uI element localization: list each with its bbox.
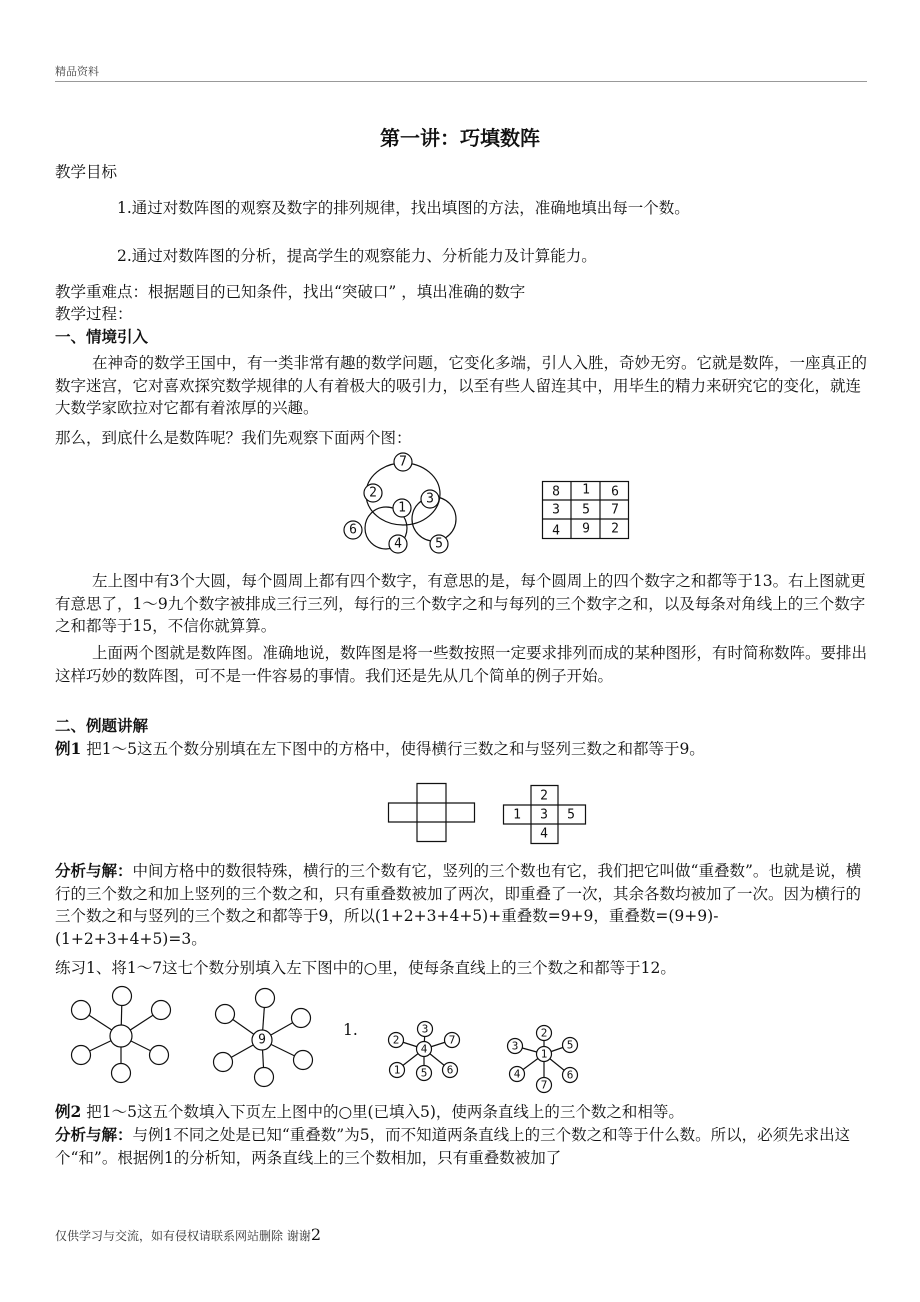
star-node	[294, 1051, 313, 1070]
node-label-4: 4	[394, 536, 402, 552]
answer-node-downright: 6	[446, 1063, 454, 1077]
grid-cell: 3	[552, 502, 560, 518]
star-node	[292, 1009, 311, 1028]
star-node	[150, 1046, 169, 1065]
star-node	[256, 989, 275, 1008]
process-label: 教学过程：	[55, 305, 133, 323]
answer-node-downleft: 1	[393, 1063, 401, 1077]
answer-node-downright: 6	[566, 1068, 574, 1082]
analysis1-text: 中间方格中的数很特殊，横行的三个数有它，竖列的三个数也有它，我们把它叫做“重叠数”。也就是说，横行的三个数之和加上竖列的三个数之和，只有重叠数被加了两次，即重叠了一次，其余各数均被加了一次。因为横行的三个数之和与竖列的三个数之和都等于9，所以(1+2+3+4+5)+重叠数=9+9，重叠数=(9+9)-(1+2+3+4+5)=3。	[55, 862, 862, 948]
grid-cell: 2	[611, 521, 619, 537]
grid-cell: 6	[611, 484, 619, 500]
question-text: 那么，到底什么是数阵呢？我们先观察下面两个图：	[55, 429, 412, 447]
example1-line	[55, 739, 705, 759]
example1-label: 例1	[55, 739, 82, 758]
example1-text: 把1～5这五个数分别填在左下图中的方格中，使得横行三数之和与竖列三数之和都等于9。	[81, 740, 705, 758]
answer-node-upleft: 2	[392, 1033, 400, 1047]
grid-cell: 1	[582, 482, 590, 498]
answer-node-top: 2	[540, 1026, 548, 1040]
explanation-paragraph-2	[55, 642, 867, 687]
answer-node-bottom: 7	[540, 1078, 548, 1092]
page-number: 2	[310, 1225, 322, 1244]
section2-heading: 二、例题讲解	[55, 716, 149, 735]
practice1-text: 练习1、将1～7这七个数分别填入左下图中的○里，使每条直线上的三个数之和都等于12。	[55, 959, 676, 977]
section1-heading: 一、情境引入	[55, 327, 149, 346]
grid-cell: 4	[552, 523, 560, 539]
star-node	[152, 1001, 171, 1020]
example2-label: 例2	[55, 1102, 82, 1121]
goals-heading: 教学目标	[55, 163, 118, 181]
answer-node-center: 4	[420, 1042, 428, 1056]
star-node	[113, 987, 132, 1006]
header-label: 精品资料	[55, 65, 99, 78]
answer-node-center: 1	[540, 1047, 548, 1061]
star-node	[214, 1053, 233, 1072]
keypoint-text: 教学重难点：根据题目的已知条件，找出“突破口” ，填出准确的数字	[55, 283, 526, 301]
star-node	[72, 1001, 91, 1020]
star-node	[255, 1068, 274, 1087]
magic-square-figure	[542, 481, 632, 541]
star-node	[216, 1005, 235, 1024]
intro-text: 在神奇的数学王国中，有一类非常有趣的数学问题，它变化多端，引人入胜，奇妙无穷。它就是数阵，一座真正的数字迷宫，它对喜欢探究数学规律的人有着极大的吸引力，以至有些人留连其中，用毕生的精力来研究它的变化，就连大数学家欧拉对它都有着浓厚的兴趣。	[55, 354, 868, 418]
explanation-paragraph-1	[55, 570, 867, 638]
example2-text: 把1～5这五个数填入下页左上图中的○里(已填入5)，使两条直线上的三个数之和相等。	[81, 1103, 684, 1121]
star-node	[72, 1046, 91, 1065]
grid-cell: 8	[552, 484, 560, 500]
star-center-node	[110, 1025, 132, 1047]
cross-cell-bottom: 4	[540, 826, 548, 842]
analysis2-paragraph	[55, 1124, 867, 1169]
answer-node-downleft: 4	[513, 1067, 521, 1081]
analysis1-paragraph	[55, 860, 867, 950]
footer	[55, 1225, 321, 1244]
analysis1-label: 分析与解：	[55, 861, 133, 880]
empty-star-figure-1	[66, 984, 176, 1094]
answer-node-upright: 7	[448, 1033, 456, 1047]
node-label-3: 3	[426, 491, 434, 507]
answer-node-top: 3	[421, 1022, 429, 1036]
answer-label: 1.	[343, 1021, 358, 1039]
cross-cell-center: 3	[540, 807, 548, 823]
node-label-2: 2	[369, 485, 377, 501]
answer-star-figure-2	[504, 1024, 584, 1104]
goal-item-1: 1.通过对数阵图的观察及数字的排列规律，找出填图的方法，准确地填出每一个数。	[117, 199, 690, 217]
grid-cell: 9	[582, 521, 590, 537]
grid-cell: 7	[611, 502, 619, 518]
star-center-label: 9	[258, 1032, 266, 1048]
three-circles-figure	[335, 452, 465, 557]
node-label-6: 6	[349, 522, 357, 538]
node-label-1: 1	[398, 500, 406, 516]
empty-cross-figure	[388, 783, 478, 843]
node-label-7: 7	[399, 454, 407, 470]
intro-paragraph	[55, 352, 867, 420]
cross-outline	[389, 784, 475, 842]
explanation-text-1: 左上图中有3个大圆，每个圆周上都有四个数字，有意思的是，每个圆周上的四个数字之和都等于13。右上图就更有意思了，1～9九个数字被排成三行三列，每行的三个数字之和与每列的三个数字之和，以及每条对角线上的三个数字之和都等于15，不信你就算算。	[55, 572, 866, 636]
cross-cell-right: 5	[567, 807, 575, 823]
footer-text: 仅供学习与交流，如有侵权请联系网站删除 谢谢	[55, 1229, 311, 1243]
star-figure-center-9	[210, 986, 320, 1096]
answer-node-bottom: 5	[420, 1066, 428, 1080]
answer-node-upright: 5	[566, 1038, 574, 1052]
answer-star-figure-1	[385, 1020, 465, 1090]
cross-cell-left: 1	[513, 807, 521, 823]
grid-cell: 5	[582, 502, 590, 518]
explanation-text-2: 上面两个图就是数阵图。准确地说，数阵图是将一些数按照一定要求排列而成的某种图形，有时简称数阵。要排出这样巧妙的数阵图，可不是一件容易的事情。我们还是先从几个简单的例子开始。	[55, 644, 868, 685]
example2-line	[55, 1102, 684, 1122]
page-title: 第一讲：巧填数阵	[380, 126, 540, 150]
filled-cross-figure	[503, 785, 593, 845]
node-label-5: 5	[435, 536, 443, 552]
cross-cell-top: 2	[540, 788, 548, 804]
answer-node-upleft: 3	[511, 1039, 519, 1053]
header-rule	[55, 81, 867, 82]
analysis2-text: 与例1不同之处是已知“重叠数”为5，而不知道两条直线上的三个数之和等于什么数。所以，必须先求出这个“和”。根据例1的分析知，两条直线上的三个数相加，只有重叠数被加了	[55, 1126, 851, 1167]
analysis2-label: 分析与解：	[55, 1125, 133, 1144]
goal-item-2: 2.通过对数阵图的分析，提高学生的观察能力、分析能力及计算能力。	[117, 247, 597, 265]
star-node	[112, 1064, 131, 1083]
